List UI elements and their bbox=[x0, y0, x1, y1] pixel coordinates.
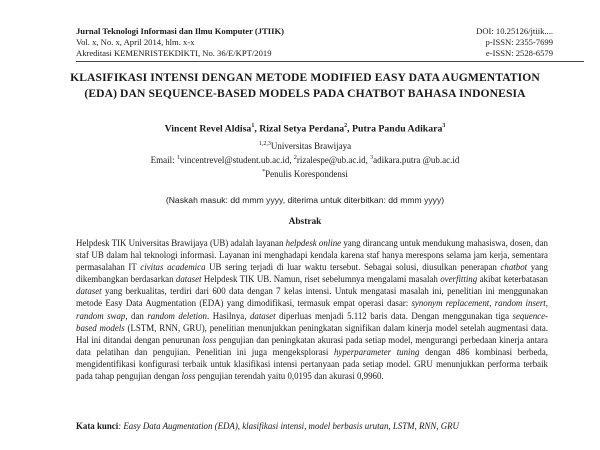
author-mark: 2 bbox=[344, 123, 348, 129]
abstract-italic-term: helpdesk online bbox=[285, 238, 342, 248]
author-mark: 1 bbox=[251, 123, 255, 129]
institution: Universitas Brawijaya bbox=[270, 141, 352, 151]
abstract-italic-term: dataset bbox=[175, 274, 202, 285]
corresponding-author-note: Penulis Korespondensi bbox=[265, 169, 348, 179]
email-address: adikara.putra @ub.ac.id bbox=[373, 155, 460, 165]
abstract-italic-term: civitas academica bbox=[140, 262, 206, 273]
abstract-text: (LSTM, RNN, GRU), penelitian menunjukkan peningkatan signifikan dalam kinerja model setelah augmentasi data. Hal ini ditandai dengan penurunan bbox=[76, 322, 548, 345]
abstract-italic-term: sequence-based models bbox=[76, 310, 548, 333]
abstract-italic-term: dataset bbox=[76, 286, 102, 297]
email-address: rizalespe@ub.ac.id, bbox=[296, 155, 371, 165]
abstract-text: yang dirancang untuk mendukung mahasiswa, dosen, dan staf UB dalam hal teknologi informasi. Layanan ini menghadapi kendala karena staf hanya merespons selama jam kerja, sementara permasalahan IT bbox=[76, 238, 548, 273]
institution-line bbox=[70, 138, 540, 152]
keywords-text: : Easy Data Augmentation (EDA), klasifikasi intensi, model berbasis urutan, LSTM, RNN, GRU bbox=[118, 421, 459, 431]
affiliation-marks: 1,2,3 bbox=[258, 141, 271, 147]
corresponding-mark: * bbox=[262, 169, 266, 175]
abstract-text: diperluas menjadi 5.112 baris data. Dengan menggunakan tiga bbox=[275, 310, 513, 321]
abstract-italic-term: synonym replacement, random insert, random swap, bbox=[76, 298, 548, 321]
keywords-line bbox=[76, 421, 556, 431]
journal-name: Jurnal Teknologi Informasi dan Ilmu Komputer (JTIIK) bbox=[76, 26, 285, 36]
header-divider bbox=[76, 61, 584, 62]
abstract-text: Helpdesk TIK Universitas Brawijaya (UB) adalah layanan bbox=[76, 238, 286, 248]
abstract-heading: Abstrak bbox=[288, 217, 322, 227]
email-mark: 1 bbox=[176, 155, 180, 161]
corresponding-line bbox=[70, 166, 540, 180]
author-name: Rizal Setya Perdana bbox=[259, 123, 345, 135]
abstract-text: dengan 486 kombinasi berbeda, mengidentifikasi konfigurasi terbaik untuk klasifikasi intensi pertanyaan pada setiap model. GRU menunjukkan performa terbaik pada tahap pengujian dengan bbox=[76, 346, 548, 382]
abstract-body bbox=[76, 237, 548, 382]
e-issn-line: e-ISSN: 2528-6579 bbox=[485, 48, 553, 59]
abstract-italic-term: loss bbox=[202, 334, 217, 345]
author-name: Putra Pandu Adikara bbox=[352, 123, 443, 135]
email-mark: 2 bbox=[293, 155, 297, 161]
abstract-text: pengujian terendah yaitu 0,0195 dan akurasi 0,9960. bbox=[195, 371, 384, 382]
abstract-text: dan bbox=[127, 310, 148, 321]
abstract-text: . Hasilnya, bbox=[207, 310, 250, 321]
abstract-text: Helpdesk TIK UB. Namun, riset sebelumnya mengalami masalah bbox=[201, 274, 441, 285]
abstract-text: yang dikembangkan berdasarkan bbox=[76, 262, 548, 285]
email-mark: 3 bbox=[370, 155, 374, 161]
paper-title: KLASIFIKASI INTENSI DENGAN METODE MODIFIED EASY DATA AUGMENTATION (EDA) DAN SEQUENCE-BASED MODELS PADA CHATBOT BAHASA INDONESIA bbox=[70, 71, 540, 100]
received-dates: (Naskah masuk: dd mmm yyyy, diterima untuk diterbitkan: dd mmm yyyy) bbox=[165, 195, 445, 205]
email-address: vincentrevel@student.ub.ac.id, bbox=[179, 155, 294, 165]
author-list: Vincent Revel Aldisa$^1$, Rizal Setya Perdana$^2$, Putra Pandu Adikara$^3$ bbox=[164, 123, 446, 135]
email-label: Email: bbox=[150, 155, 177, 165]
abstract-text: akibat keterbatasan bbox=[477, 274, 548, 285]
abstract-italic-term: hyperparameter tuning bbox=[333, 346, 420, 357]
abstract-italic-term: chatbot bbox=[500, 262, 528, 273]
journal-header-left bbox=[76, 26, 284, 60]
journal-header-right bbox=[476, 26, 553, 60]
abstract-italic-term: random deletion bbox=[147, 310, 207, 321]
abstract-italic-term: dataset bbox=[249, 310, 276, 321]
abstract-text: yang berkualitas, terdiri dari 600 data dengan 7 kelas intensi. Untuk mengatasi masalah ini, penelitian ini menggunakan metode Easy Data Augmentation (EDA) yang dimodifikasi, termasuk empat operasi dasar: bbox=[76, 286, 548, 309]
doi-line: DOI: 10.25126/jtiik.... bbox=[476, 26, 553, 36]
abstract-text: UB sering terjadi di luar waktu tersebut. Sebagai solusi, diusulkan penerapan bbox=[205, 262, 501, 273]
accreditation-line: Akreditasi KEMENRISTEKDIKTI, No. 36/E/KPT/2019 bbox=[76, 48, 272, 59]
affiliation-block bbox=[70, 138, 540, 180]
abstract-italic-term: loss bbox=[181, 371, 196, 382]
volume-line: Vol. x, No. x, April 2014, hlm. x-x bbox=[76, 37, 195, 48]
author-name: Vincent Revel Aldisa bbox=[164, 123, 252, 135]
author-mark: 3 bbox=[442, 123, 446, 129]
abstract-text: pengujian dan peningkatan akurasi pada setiap model, mengurangi perbedaan kinerja antara data pelatihan dan pengujian. Penelitian ini juga mengeksplorasi bbox=[76, 334, 548, 357]
keywords-label: Kata kunci bbox=[76, 421, 119, 431]
abstract-italic-term: overfitting bbox=[440, 274, 478, 285]
email-line bbox=[70, 152, 540, 166]
p-issn-line: p-ISSN: 2355-7699 bbox=[485, 37, 553, 48]
